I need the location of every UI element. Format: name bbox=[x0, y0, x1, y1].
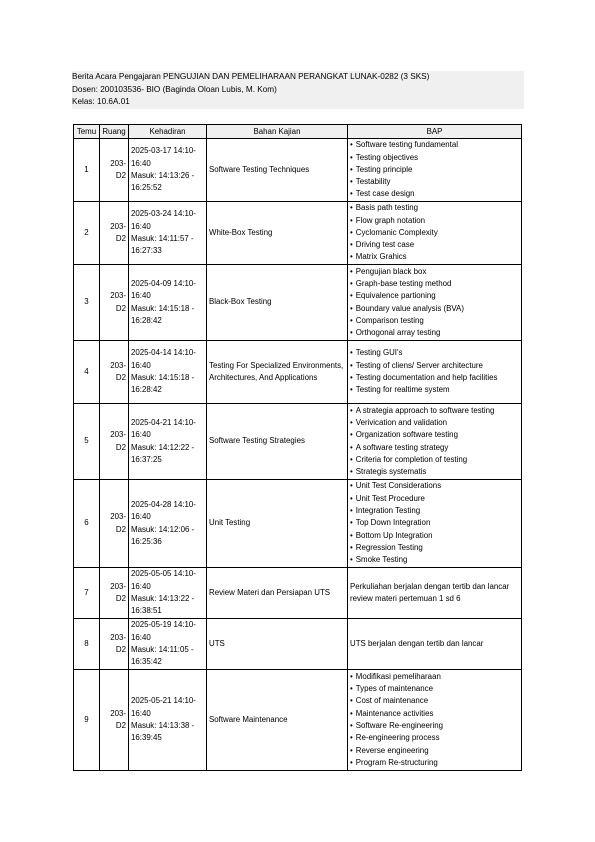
cell-bap bbox=[348, 480, 522, 568]
table-row bbox=[74, 619, 522, 670]
bap-list-item: • Bottom Up Integration bbox=[350, 530, 519, 542]
cell-bap bbox=[348, 404, 522, 480]
cell-bap bbox=[348, 202, 522, 265]
cell-temu: 8 bbox=[74, 619, 100, 670]
cell-ruang: 203-D2 bbox=[100, 265, 129, 341]
bap-list-item: • Equivalence partioning bbox=[350, 290, 519, 302]
cell-bap bbox=[348, 341, 522, 404]
bap-list-item: • Basis path testing bbox=[350, 202, 519, 214]
cell-temu: 3 bbox=[74, 265, 100, 341]
bap-list-item: • Testing of cliens/ Server architecture bbox=[350, 360, 519, 372]
checkin-time: 16:25:52 bbox=[131, 183, 162, 193]
checkin-time: 16:38:51 bbox=[131, 606, 162, 616]
cell-kehadiran bbox=[129, 341, 207, 404]
checkin-time: 16:28:42 bbox=[131, 385, 162, 395]
cell-bahan-kajian: White-Box Testing bbox=[207, 202, 348, 265]
bap-list-item: • Driving test case bbox=[350, 239, 519, 251]
bap-list-item: • Comparison testing bbox=[350, 315, 519, 327]
table-row bbox=[74, 404, 522, 480]
cell-ruang: 203-D2 bbox=[100, 568, 129, 619]
bap-list-item: • Cost of maintenance bbox=[350, 695, 519, 707]
bap-list bbox=[350, 202, 519, 263]
bap-list-item: • Testing objectives bbox=[350, 152, 519, 164]
course-title: Berita Acara Pengajaran PENGUJIAN DAN PEMELIHARAAN PERANGKAT LUNAK-0282 (3 SKS) bbox=[72, 72, 430, 81]
bap-list-item: • Matrix Grahics bbox=[350, 251, 519, 263]
bap-list-item: • Test case design bbox=[350, 188, 519, 200]
cell-kehadiran bbox=[129, 619, 207, 670]
checkin-time: Masuk: 14:13:22 - bbox=[131, 594, 195, 603]
cell-temu: 2 bbox=[74, 202, 100, 265]
checkin-time: Masuk: 14:12:22 - bbox=[131, 442, 195, 452]
bap-list-item: • Organization software testing bbox=[350, 429, 519, 441]
checkin-time: 16:28:42 bbox=[131, 315, 162, 325]
bap-list-item: • Testing principle bbox=[350, 164, 519, 176]
cell-ruang: 203-D2 bbox=[100, 480, 129, 568]
bap-list-item: • Strategis systematis bbox=[350, 466, 519, 478]
bap-list-item: • Regression Testing bbox=[350, 542, 519, 554]
cell-bap bbox=[348, 139, 522, 202]
bap-list-item: • Program Re-structuring bbox=[350, 757, 519, 769]
bap-list-item: • Unit Test Procedure bbox=[350, 493, 519, 505]
cell-kehadiran bbox=[129, 139, 207, 202]
checkin-time: Masuk: 14:15:18 - bbox=[131, 373, 195, 382]
bap-list-item: • Boundary value analysis (BVA) bbox=[350, 303, 519, 315]
bap-list-item: • Reverse engineering bbox=[350, 745, 519, 757]
bap-list-item: • Integration Testing bbox=[350, 505, 519, 517]
bap-text: Perkuliahan berjalan dengan tertib dan lancar review materi pertemuan 1 sd 6 bbox=[350, 581, 510, 603]
col-header-bahan-kajian: Bahan Kajian bbox=[207, 125, 348, 139]
schedule-time: 2025-04-09 14:10-16:40 bbox=[131, 278, 196, 301]
table-row bbox=[74, 341, 522, 404]
cell-bahan-kajian: Review Materi dan Persiapan UTS bbox=[207, 568, 348, 619]
bap-list-item: • Re-engineering process bbox=[350, 732, 519, 744]
schedule-time: 2025-04-28 14:10-16:40 bbox=[131, 499, 196, 522]
checkin-time: Masuk: 14:12:06 - bbox=[131, 524, 195, 534]
bap-list-item: • Testing for realtime system bbox=[350, 384, 519, 396]
bap-list-item: • Orthogonal array testing bbox=[350, 327, 519, 339]
bap-list-item: • Cyclomanic Complexity bbox=[350, 227, 519, 239]
cell-temu: 7 bbox=[74, 568, 100, 619]
table-row bbox=[74, 139, 522, 202]
cell-kehadiran bbox=[129, 202, 207, 265]
bap-list bbox=[350, 671, 519, 769]
cell-ruang: 203-D2 bbox=[100, 341, 129, 404]
schedule-time: 2025-03-17 14:10-16:40 bbox=[131, 146, 196, 168]
table-row bbox=[74, 670, 522, 771]
cell-bahan-kajian: Black-Box Testing bbox=[207, 265, 348, 341]
table-row bbox=[74, 480, 522, 568]
cell-kehadiran bbox=[129, 568, 207, 619]
checkin-time: 16:25:36 bbox=[131, 536, 162, 546]
bap-list-item: • Top Down Integration bbox=[350, 517, 519, 529]
bap-list-item: • Software Re-engineering bbox=[350, 720, 519, 732]
cell-temu: 1 bbox=[74, 139, 100, 202]
bap-list-item: • Testability bbox=[350, 176, 519, 188]
attendance-table bbox=[73, 124, 522, 771]
cell-ruang: 203-D2 bbox=[100, 619, 129, 670]
cell-bahan-kajian: Software Maintenance bbox=[207, 670, 348, 771]
document-header bbox=[72, 71, 524, 109]
checkin-time: 16:35:42 bbox=[131, 657, 162, 667]
cell-bap bbox=[348, 619, 522, 670]
schedule-time: 2025-05-19 14:10-16:40 bbox=[131, 620, 196, 642]
cell-kehadiran bbox=[129, 265, 207, 341]
bap-list-item: • Testing documentation and help facilities bbox=[350, 372, 519, 384]
bap-list bbox=[350, 266, 519, 340]
cell-bahan-kajian: Testing For Specialized Environments, Architectures, And Applications bbox=[207, 341, 348, 404]
cell-kehadiran bbox=[129, 404, 207, 480]
checkin-time: Masuk: 14:13:38 - bbox=[131, 721, 195, 730]
cell-temu: 4 bbox=[74, 341, 100, 404]
bap-list bbox=[350, 347, 519, 396]
schedule-time: 2025-05-05 14:10-16:40 bbox=[131, 569, 196, 591]
cell-ruang: 203-D2 bbox=[100, 139, 129, 202]
table-row bbox=[74, 568, 522, 619]
bap-list bbox=[350, 480, 519, 566]
bap-list-item: • Flow graph notation bbox=[350, 215, 519, 227]
bap-list-item: • A software testing strategy bbox=[350, 442, 519, 454]
checkin-time: Masuk: 14:13:26 - bbox=[131, 171, 195, 180]
checkin-time: Masuk: 14:11:57 - bbox=[131, 234, 194, 243]
bap-list bbox=[350, 139, 519, 200]
cell-temu: 6 bbox=[74, 480, 100, 568]
cell-bap bbox=[348, 670, 522, 771]
checkin-time: Masuk: 14:15:18 - bbox=[131, 303, 195, 313]
cell-bap bbox=[348, 568, 522, 619]
bap-list-item: • Software testing fundamental bbox=[350, 139, 519, 151]
cell-bap bbox=[348, 265, 522, 341]
table-header-row bbox=[74, 125, 522, 139]
checkin-time: 16:39:45 bbox=[131, 733, 162, 743]
bap-list-item: • Verivication and validation bbox=[350, 417, 519, 429]
schedule-time: 2025-05-21 14:10-16:40 bbox=[131, 696, 196, 718]
bap-list-item: • Graph-base testing method bbox=[350, 278, 519, 290]
schedule-time: 2025-04-14 14:10-16:40 bbox=[131, 348, 196, 370]
bap-list-item: • Modifikasi pemeliharaan bbox=[350, 671, 519, 683]
col-header-temu: Temu bbox=[74, 125, 100, 139]
bap-text: UTS berjalan dengan tertib dan lancar bbox=[350, 638, 484, 648]
checkin-time: Masuk: 14:11:05 - bbox=[131, 645, 194, 654]
col-header-kehadiran: Kehadiran bbox=[129, 125, 207, 139]
bap-list bbox=[350, 405, 519, 479]
cell-bahan-kajian: Software Testing Strategies bbox=[207, 404, 348, 480]
bap-list-item: • A strategia approach to software testing bbox=[350, 405, 519, 417]
cell-ruang: 203-D2 bbox=[100, 670, 129, 771]
checkin-time: 16:27:33 bbox=[131, 246, 162, 256]
cell-ruang: 203-D2 bbox=[100, 202, 129, 265]
table-row bbox=[74, 202, 522, 265]
bap-list-item: • Types of maintenance bbox=[350, 683, 519, 695]
cell-temu: 5 bbox=[74, 404, 100, 480]
bap-list-item: • Smoke Testing bbox=[350, 554, 519, 566]
schedule-time: 2025-03-24 14:10-16:40 bbox=[131, 209, 196, 231]
bap-list-item: • Testing GUI's bbox=[350, 347, 519, 359]
cell-ruang: 203-D2 bbox=[100, 404, 129, 480]
table-row bbox=[74, 265, 522, 341]
cell-bahan-kajian: Software Testing Techniques bbox=[207, 139, 348, 202]
bap-list-item: • Pengujian black box bbox=[350, 266, 519, 278]
cell-temu: 9 bbox=[74, 670, 100, 771]
bap-list-item: • Maintenance activities bbox=[350, 708, 519, 720]
lecturer-line: Dosen: 200103536- BIO (Baginda Oloan Lubis, M. Kom) bbox=[72, 84, 277, 94]
col-header-bap: BAP bbox=[348, 125, 522, 139]
col-header-ruang: Ruang bbox=[100, 125, 129, 139]
bap-list-item: • Criteria for completion of testing bbox=[350, 454, 519, 466]
cell-bahan-kajian: Unit Testing bbox=[207, 480, 348, 568]
checkin-time: 16:37:25 bbox=[131, 454, 162, 464]
cell-kehadiran bbox=[129, 480, 207, 568]
cell-bahan-kajian: UTS bbox=[207, 619, 348, 670]
class-line: Kelas: 10.6A.01 bbox=[72, 97, 130, 107]
bap-list-item: • Unit Test Considerations bbox=[350, 480, 519, 492]
schedule-time: 2025-04-21 14:10-16:40 bbox=[131, 417, 196, 440]
cell-kehadiran bbox=[129, 670, 207, 771]
